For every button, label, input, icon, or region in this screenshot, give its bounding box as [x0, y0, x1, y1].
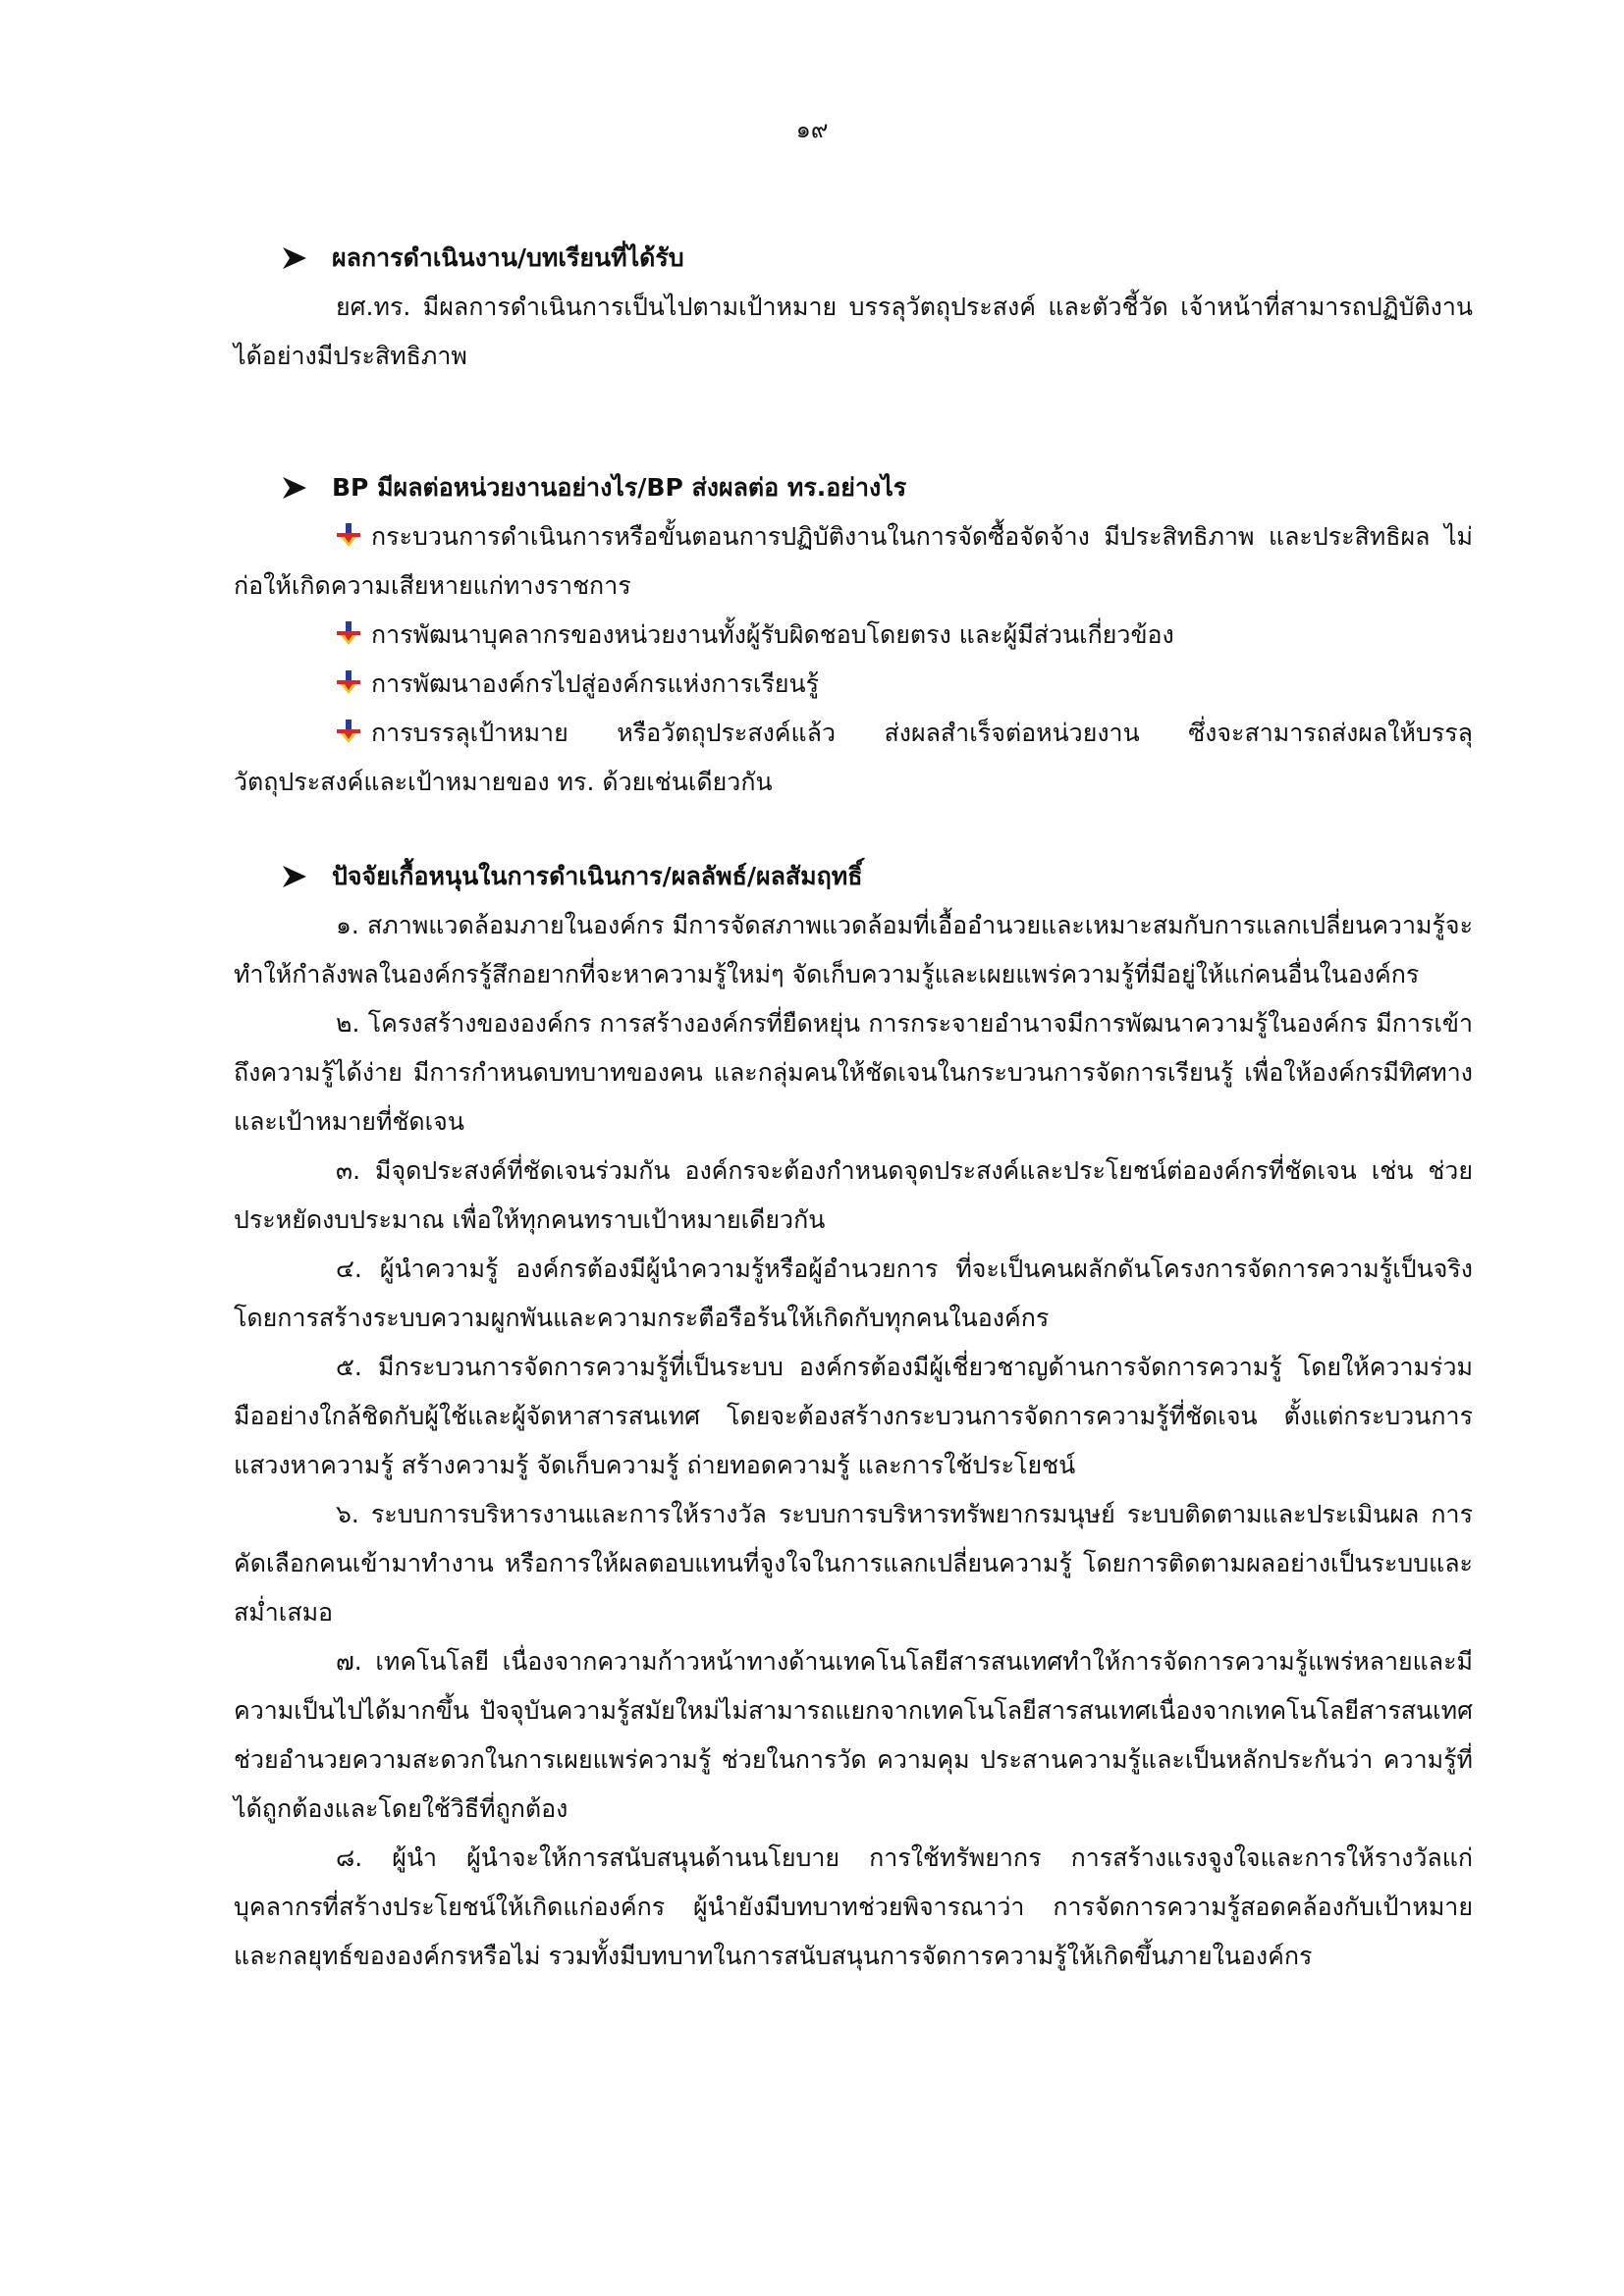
bullet-text: การพัฒนาองค์กรไปสู่องค์กรแห่งการเรียนรู้ [371, 669, 820, 698]
bullet-item [234, 611, 1473, 660]
arrow-bullet-icon [281, 475, 308, 501]
heading-text: ผลการดำเนินงาน/บทเรียนที่ได้รับ [332, 243, 684, 272]
down-arrow-bullet-icon [336, 620, 361, 646]
factor-item-7: ๗. เทคโนโลยี เนื่องจากความก้าวหน้าทางด้านเทคโนโลยีสารสนเทศทำให้การจัดการความรู้แพร่หลายและมีความเป็นไปได้มากขึ้น ปัจจุบันความรู้สมัยใหม่ไม่สามารถแยกจากเทคโนโลยีสารสนเทศเนื่องจากเทคโนโลยีสารสนเทศช่วยอำนวยความสะดวกในการเผยแพร่ความรู้ ช่วยในการวัด ความคุม ประสานความรู้และเป็นหลักประกันว่า ความรู้ที่ได้ถูกต้องและโดยใช้วิธีที่ถูกต้อง [234, 1647, 1473, 1823]
section-bp-impact [234, 463, 1473, 807]
factor-item-1: ๑. สภาพแวดล้อมภายในองค์กร มีการจัดสภาพแวดล้อมที่เอื้ออำนวยและเหมาะสมกับการแลกเปลี่ยนความรู้จะทำให้กำลังพลในองค์กรรู้สึกอยากที่จะหาความรู้ใหม่ๆ จัดเก็บความรู้และเผยแพร่ความรู้ที่มีอยู่ให้แก่คนอื่นในองค์กร [234, 911, 1473, 988]
factor-item-3: ๓. มีจุดประสงค์ที่ชัดเจนร่วมกัน องค์กรจะต้องกำหนดจุดประสงค์และประโยชน์ต่อองค์กรที่ชัดเจน เช่น ช่วยประหยัดงบประมาณ เพื่อให้ทุกคนทราบเป้าหมายเดียวกัน [234, 1156, 1473, 1234]
factor-item-4: ๔. ผู้นำความรู้ องค์กรต้องมีผู้นำความรู้หรือผู้อำนวยการ ที่จะเป็นคนผลักดันโครงการจัดการความรู้เป็นจริง โดยการสร้างระบบความผูกพันและความกระตือรือร้นให้เกิดกับทุกคนในองค์กร [234, 1255, 1473, 1332]
section-heading-bp-impact [281, 463, 1473, 512]
bullet-text: กระบวนการดำเนินการหรือขั้นตอนการปฏิบัติงานในการจัดซื้อจัดจ้าง มีประสิทธิภาพ และประสิทธิผล ไม่ก่อให้เกิดความเสียหายแก่ทางราชการ [234, 522, 1473, 600]
down-arrow-bullet-icon [336, 522, 361, 548]
paragraph-results: ยศ.ทร. มีผลการดำเนินการเป็นไปตามเป้าหมาย บรรลุวัตถุประสงค์ และตัวชี้วัด เจ้าหน้าที่สามารถปฏิบัติงานได้อย่างมีประสิทธิภาพ [234, 293, 1473, 370]
factor-item-6: ๖. ระบบการบริหารงานและการให้รางวัล ระบบการบริหารทรัพยากรมนุษย์ ระบบติดตามและประเมินผล การคัดเลือกคนเข้ามาทำงาน หรือการให้ผลตอบแทนที่จูงใจในการแลกเปลี่ยนความรู้ โดยการติดตามผลอย่างเป็นระบบและสม่ำเสมอ [234, 1500, 1473, 1627]
section-results [234, 234, 1473, 381]
bullet-item [234, 512, 1473, 611]
page-content [234, 234, 1473, 1981]
section-heading-supporting-factors [281, 852, 1473, 901]
section-supporting-factors [234, 852, 1473, 1981]
bullet-text: การบรรลุเป้าหมาย หรือวัตถุประสงค์แล้ว ส่งผลสำเร็จต่อหน่วยงาน ซึ่งจะสามารถส่งผลให้บรรลุวัตถุประสงค์และเป้าหมายของ ทร. ด้วยเช่นเดียวกัน [234, 719, 1473, 796]
heading-text: ปัจจัยเกื้อหนุนในการดำเนินการ/ผลลัพธ์/ผลสัมฤทธิ์ [332, 862, 863, 890]
factor-item-5: ๕. มีกระบวนการจัดการความรู้ที่เป็นระบบ องค์กรต้องมีผู้เชี่ยวชาญด้านการจัดการความรู้ โดยให้ความร่วมมืออย่างใกล้ชิดกับผู้ใช้และผู้จัดหาสารสนเทศ โดยจะต้องสร้างกระบวนการจัดการความรู้ที่ชัดเจน ตั้งแต่กระบวนการแสวงหาความรู้ สร้างความรู้ จัดเก็บความรู้ ถ่ายทอดความรู้ และการใช้ประโยชน์ [234, 1353, 1473, 1479]
section-heading-results [281, 234, 1473, 283]
arrow-bullet-icon [281, 864, 308, 889]
bullet-item [234, 709, 1473, 807]
heading-text: BP มีผลต่อหน่วยงานอย่างไร/BP ส่งผลต่อ ทร.อย่างไร [332, 473, 907, 502]
bullet-item [234, 660, 1473, 709]
factor-item-2: ๒. โครงสร้างขององค์กร การสร้างองค์กรที่ยืดหยุ่น การกระจายอำนาจมีการพัฒนาความรู้ในองค์กร มีการเข้าถึงความรู้ได้ง่าย มีการกำหนดบทบาทของคน และกลุ่มคนให้ชัดเจนในกระบวนการจัดการเรียนรู้ เพื่อให้องค์กรมีทิศทางและเป้าหมายที่ชัดเจน [234, 1009, 1473, 1136]
page-number: ๑๙ [795, 116, 829, 143]
arrow-bullet-icon [281, 245, 308, 271]
bullet-text: การพัฒนาบุคลากรของหน่วยงานทั้งผู้รับผิดชอบโดยตรง และผู้มีส่วนเกี่ยวข้อง [371, 620, 1174, 649]
factor-item-8: ๘. ผู้นำ ผู้นำจะให้การสนับสนุนด้านนโยบาย การใช้ทรัพยากร การสร้างแรงจูงใจและการให้รางวัลแก่บุคลากรที่สร้างประโยชน์ให้เกิดแก่องค์กร ผู้นำยังมีบทบาทช่วยพิจารณาว่า การจัดการความรู้สอดคล้องกับเป้าหมายและกลยุทธ์ขององค์กรหรือไม่ รวมทั้งมีบทบาทในการสนับสนุนการจัดการความรู้ให้เกิดขึ้นภายในองค์กร [234, 1843, 1473, 1970]
down-arrow-bullet-icon [336, 719, 361, 744]
down-arrow-bullet-icon [336, 669, 361, 695]
